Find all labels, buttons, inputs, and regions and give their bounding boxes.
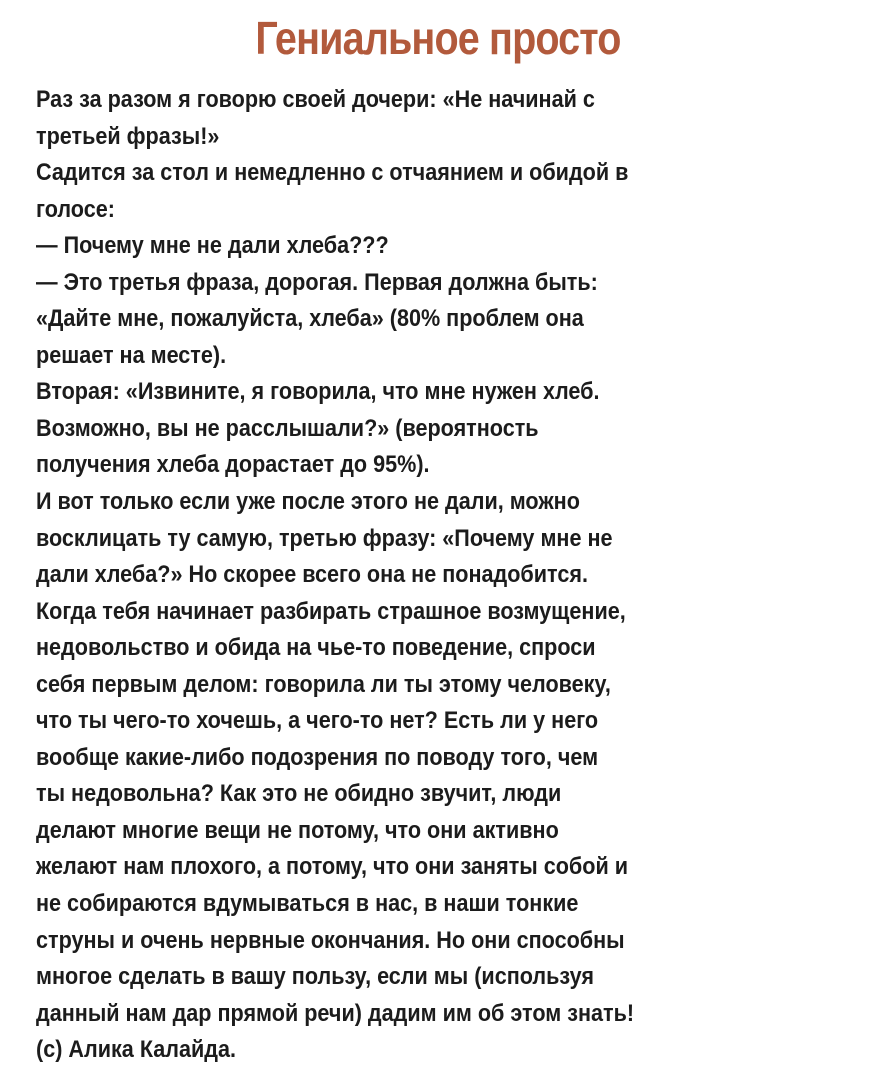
text-line: Раз за разом я говорю своей дочери: «Не начинай с [36,86,595,113]
text-line: данный нам дар прямой речи) дадим им об этом знать! [36,999,635,1027]
text-line: многое сделать в вашу пользу, если мы (используя [36,963,594,991]
text-line: третьей фразы!» [36,122,220,150]
text-line: делают многие вещи не потому, что они активно [36,816,559,844]
text-line: недовольство и обида на чье-то поведение, спроси [36,634,596,662]
page-title: Гениальное просто [255,12,621,64]
text-line: Возможно, вы не расслышали?» (вероятность [36,414,539,442]
text-line: «Дайте мне, пожалуйста, хлеба» (80% проблем она [36,305,584,333]
text-line: Вторая: «Извините, я говорила, что мне нужен хлеб. [36,378,600,406]
text-line: голосе: [36,195,115,223]
text-line: себя первым делом: говорила ли ты этому человеку, [36,670,611,698]
text-line: получения хлеба дорастает до 95%). [36,451,430,479]
text-line: решает на месте). [36,341,227,369]
article-body [36,82,876,1069]
text-line: И вот только если уже после этого не дали, можно [36,488,580,516]
text-line: — Почему мне не дали хлеба??? [36,232,389,260]
text-line: Садится за стол и немедленно с отчаянием и обидой в [36,159,629,187]
text-line: ты недовольна? Как это не обидно звучит, люди [36,780,562,808]
author-credit: (c) Алика Калайда. [36,1036,237,1064]
text-line: желают нам плохого, а потому, что они заняты собой и [36,853,629,881]
text-line: — Это третья фраза, дорогая. Первая должна быть: [36,268,598,296]
text-line: Когда тебя начинает разбирать страшное возмущение, [36,597,626,625]
text-line: дали хлеба?» Но скорее всего она не понадобится. [36,561,588,589]
text-line: струны и очень нервные окончания. Но они способны [36,926,625,954]
text-line: вообще какие-либо подозрения по поводу того, чем [36,743,599,771]
text-line: восклицать ту самую, третью фразу: «Почему мне не [36,524,613,552]
text-line: что ты чего-то хочешь, а чего-то нет? Есть ли у него [36,707,599,735]
text-line: не собираются вдумываться в нас, в наши тонкие [36,890,579,918]
